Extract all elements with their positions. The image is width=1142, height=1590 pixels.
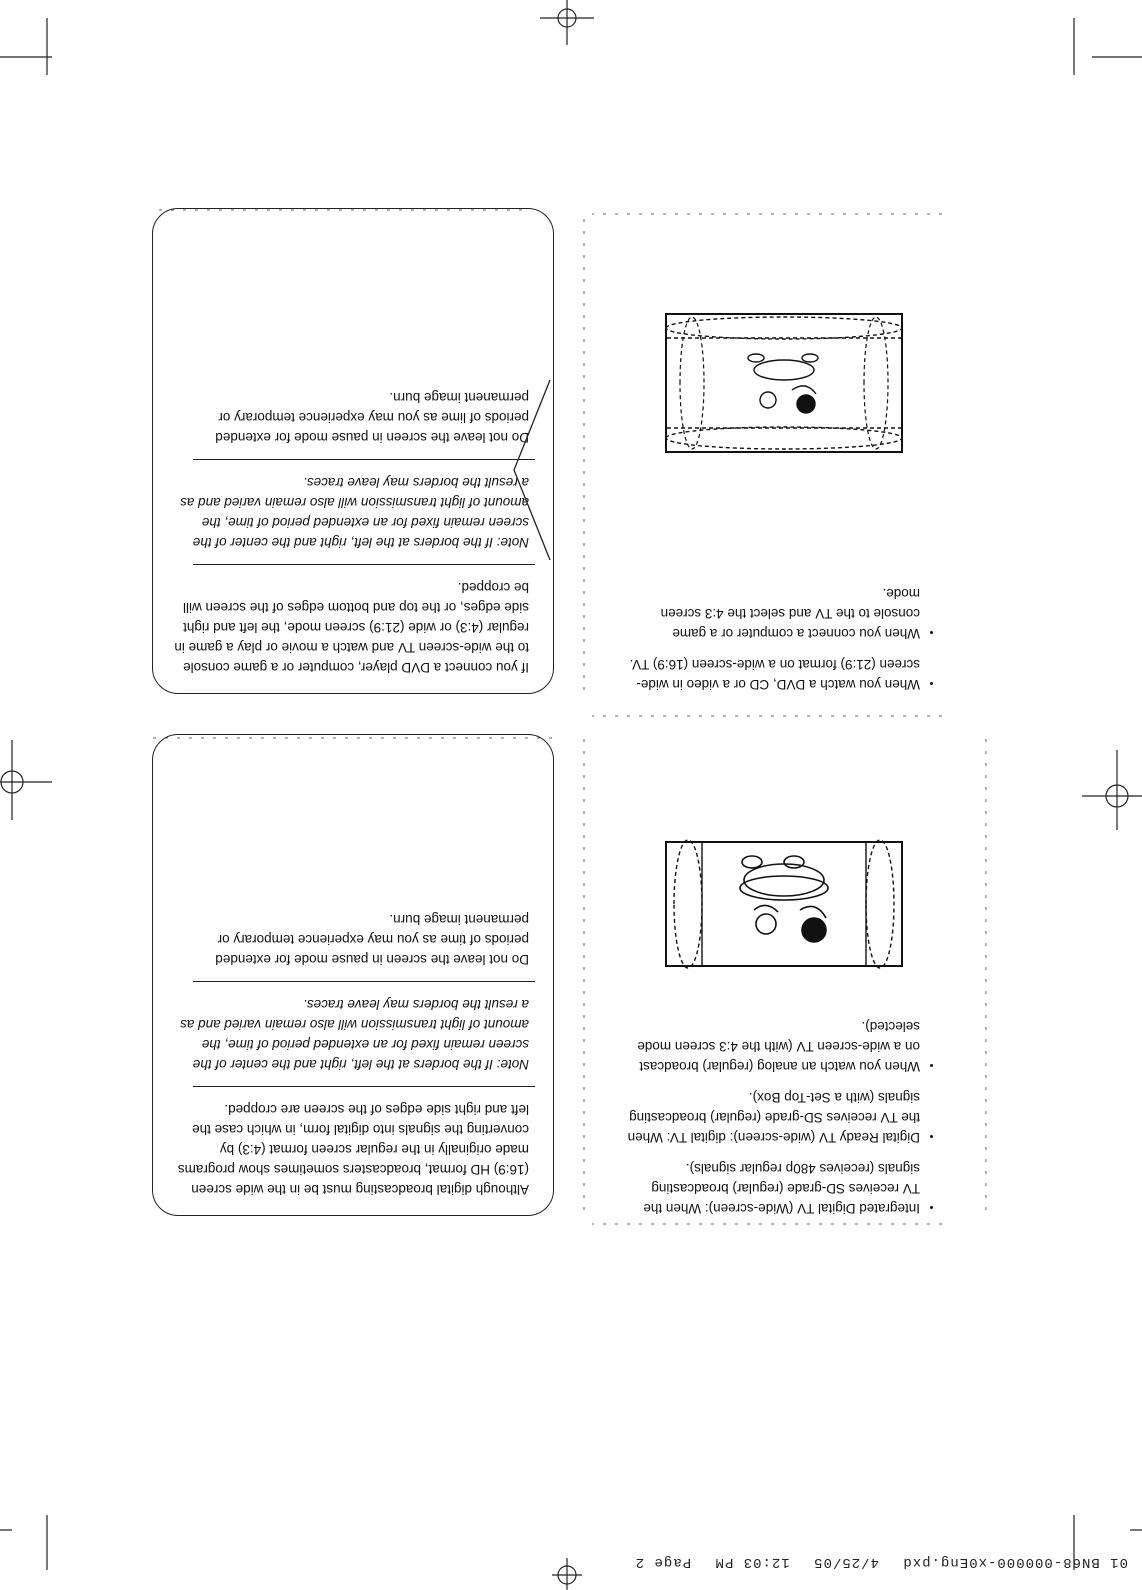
- registration-mark-left: [1082, 750, 1142, 830]
- bullet-item: • Digital Ready TV (wide-screen): digital TV: When the TV receives SD-grade (regular) broadcasting signals (with a Set-Top Box).: [624, 1087, 920, 1147]
- registration-mark-bottom: [540, 0, 594, 45]
- registration-mark-top: [552, 1558, 582, 1590]
- tv-letterbox-illustration: [662, 310, 906, 456]
- divider: [193, 564, 535, 565]
- warning-intro: If you connect a DVD player, computer or a game console to the wide-screen TV and watch a movie or play a game in regular (4:3) or wide (21:9) screen mode, the left and right side edges, or the top and bottom edges of the screen will be cropped.: [174, 580, 529, 675]
- warning-box-lower: [152, 208, 554, 694]
- callout-arrow: [512, 380, 552, 560]
- bullet-list-lower: [624, 572, 934, 694]
- slug-filename: 01 BN68-000000-x0Eng.pxd: [902, 1554, 1128, 1570]
- divider: [193, 459, 535, 460]
- slug-time: 12:03 PM: [714, 1554, 790, 1570]
- warning-pause: Do not leave the screen in pause mode for extended periods of time as you may experience temporary or permanent image burn.: [215, 912, 529, 967]
- bullet-item: • Integrated Digital TV (Wide-screen): When the TV receives SD-grade (regular) broadcasting signals (receives 480p regular signals).: [624, 1158, 920, 1218]
- bullet-item: • When you connect a computer or a game console to the TV and select the 4:3 screen mode.: [624, 583, 920, 643]
- warning-intro: Although digital broadcasting must be in the wide screen (16:9) HD format, broadcasters sometimes show programs made originally in the regular screen format (4:3) by converting the signals into digital form, in which case the left and right side edges of the screen are cropped.: [177, 1102, 529, 1197]
- warning-note: Note: If the borders at the left, right and the center of the screen remain fixed for an extended period of time, the amount of light transmission will also remain varied and as a result the borders may leave traces.: [180, 997, 529, 1072]
- slug-page: Page 2: [634, 1554, 692, 1570]
- print-slug-footer: [635, 1554, 1128, 1570]
- warning-pause: Do not leave the screen in pause mode for extended periods of lime as you may experience temporary or permanent image burn.: [215, 390, 529, 445]
- slug-date: 4/25/05: [813, 1554, 879, 1570]
- bullet-list-upper: [624, 1005, 934, 1218]
- divider: [193, 1086, 535, 1087]
- divider: [193, 981, 535, 982]
- registration-mark-right: [0, 740, 52, 820]
- warning-box-upper: [152, 734, 554, 1216]
- bullet-item: • When you watch a DVD, CD or a video in wide-screen (21:9) format on a wide-screen (16:9) TV.: [624, 654, 920, 694]
- warning-note: Note: If the borders at the left, right and the center of the screen remain fixed for an extended period of time, the amount of light transmission will also remain varied and as a result the borders may leave traces.: [180, 475, 529, 550]
- bullet-item: • When you watch an analog (regular) broadcast on a wide-screen TV (with the 4:3 screen mode selected).: [624, 1016, 920, 1076]
- tv-pillarbox-illustration: [662, 838, 906, 970]
